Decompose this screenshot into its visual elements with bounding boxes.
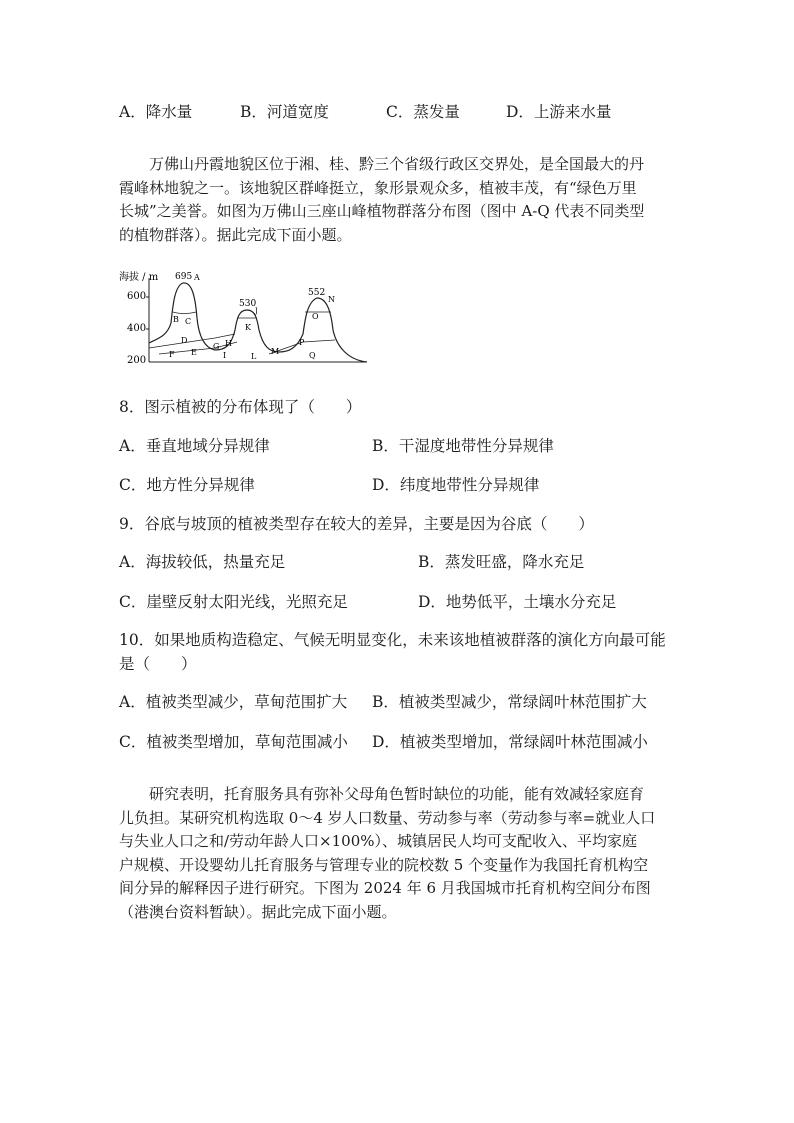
passage-wanfoshan [119, 153, 679, 247]
passage-line: 间分异的解释因子进行研究。下图为 2024 年 6 月我国城市托育机构空间分布图 [119, 879, 651, 897]
passage-line: （港澳台资料暂缺）。据此完成下面小题。 [119, 902, 397, 921]
vegetation-distribution-figure [119, 268, 369, 368]
q10-option-d: D．植被类型增加，常绿阔叶林范围减小 [372, 733, 648, 751]
passage-line: 万佛山丹霞地貌区位于湘、桂、黔三个省级行政区交界处，是全国最大的丹 [119, 155, 645, 173]
q7-option-d: D．上游来水量 [506, 103, 612, 121]
zone-label: I [223, 351, 227, 360]
zone-label: P [299, 338, 305, 347]
zone-label: K [245, 323, 251, 332]
zone-label: C [185, 317, 192, 326]
q10-option-c: C．植被类型增加，草甸范围减小 [119, 733, 348, 751]
q10-option-b: B．植被类型减少，常绿阔叶林范围扩大 [372, 693, 647, 711]
zone-label: F [169, 350, 175, 359]
q10-option-a: A．植被类型减少，草甸范围扩大 [119, 693, 348, 711]
peak-elevation: 530 [239, 299, 257, 309]
q8-option-c: C．地方性分异规律 [119, 476, 255, 494]
tick-400: 400 [127, 323, 147, 334]
q8-option-d: D．纬度地带性分异规律 [372, 476, 540, 494]
peak-elevation: 552 [308, 288, 326, 298]
passage-line: 长城”之美誉。如图为万佛山三座山峰植物群落分布图（图中 A-Q 代表不同类型 [119, 202, 645, 220]
y-axis-label: 海拔 / m [119, 272, 159, 283]
passage-childcare [119, 783, 679, 924]
q9-option-c: C．崖壁反射太阳光线，光照充足 [119, 593, 348, 611]
q8-option-a: A．垂直地域分异规律 [119, 437, 270, 455]
passage-line: 与失业人口之和/劳动年龄人口×100%）、城镇居民人均可支配收入、平均家庭 [119, 832, 638, 850]
zone-label: B [173, 315, 179, 324]
passage-line: 的植物群落）。据此完成下面小题。 [119, 225, 352, 244]
q9-stem: 9．谷底与坡顶的植被类型存在较大的差异，主要是因为谷底（ ） [119, 515, 594, 533]
q9-option-a: A．海拔较低，热量充足 [119, 553, 286, 571]
zone-label: M [271, 347, 280, 356]
q7-option-c: C．蒸发量 [386, 103, 460, 121]
tick-200: 200 [127, 355, 147, 366]
zone-label: A [194, 273, 200, 282]
zone-label: H [225, 339, 232, 348]
q7-option-a: A．降水量 [119, 103, 193, 121]
q8-option-b: B．干湿度地带性分异规律 [372, 437, 554, 455]
q9-option-d: D．地势低平，土壤水分充足 [418, 593, 617, 611]
zone-label: J [255, 307, 258, 315]
passage-line: 霞峰林地貌之一。该地貌区群峰挺立，象形景观众多，植被丰茂，有“绿色万里 [119, 178, 637, 197]
zone-label: D [181, 336, 188, 345]
peak-elevation: 695 [175, 272, 193, 282]
zone-label: E [191, 348, 197, 357]
zone-label: N [328, 295, 335, 304]
passage-line: 儿负担。某研究机构选取 0～4 岁人口数量、劳动参与率（劳动参与率=就业人口 [119, 808, 656, 827]
passage-line: 研究表明，托育服务具有弥补父母角色暂时缺位的功能，能有效减轻家庭育 [119, 785, 645, 803]
passage-line: 户规模、开设婴幼儿托育服务与管理专业的院校数 5 个变量作为我国托育机构空 [119, 855, 649, 874]
q7-option-b: B．河道宽度 [240, 103, 329, 121]
zone-label: O [312, 312, 319, 321]
q8-stem: 8．图示植被的分布体现了（ ） [119, 398, 362, 416]
zone-label: Q [309, 351, 316, 360]
zone-label: G [213, 342, 220, 351]
q10-stem-line1: 10．如果地质构造稳定、气候无明显变化，未来该地植被群落的演化方向最可能 [119, 631, 666, 649]
tick-600: 600 [127, 291, 147, 302]
q9-option-b: B．蒸发旺盛，降水充足 [418, 553, 585, 571]
q10-stem-line2: 是（ ） [119, 655, 197, 673]
zone-label: L [251, 352, 257, 361]
